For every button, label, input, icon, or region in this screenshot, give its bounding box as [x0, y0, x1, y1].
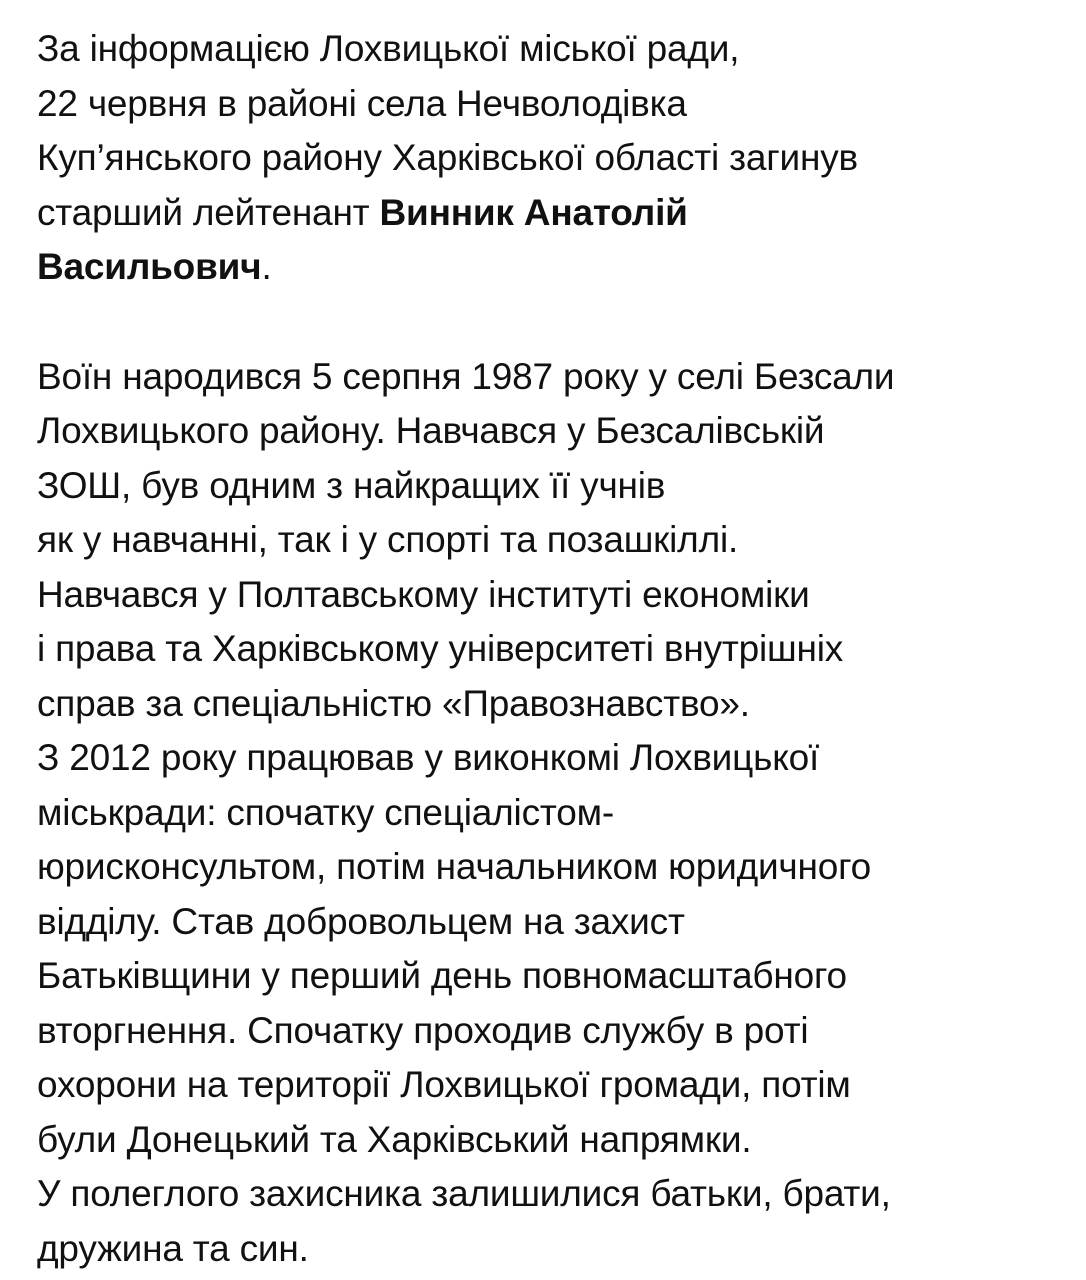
text-line: Куп’янського району Харківської області загинув: [37, 137, 859, 178]
text-line: охорони на території Лохвицької громади, потім: [37, 1064, 851, 1105]
text-line: [37, 186, 1086, 241]
text-line: і права та Харківському університеті внутрішніх: [37, 628, 844, 669]
text-line: З 2012 року працював у виконкомі Лохвицької: [37, 737, 820, 778]
text-line: міськради: спочатку спеціалістом-: [37, 791, 614, 833]
text-line: ЗОШ, був одним з найкращих її учнів: [37, 464, 666, 506]
rank-text: старший лейтенант: [37, 191, 380, 233]
soldier-name-patronymic: Васильович: [37, 246, 262, 287]
text-line: [37, 240, 1086, 295]
period: .: [261, 246, 272, 287]
obituary-text: [37, 22, 1086, 1276]
text-line: За інформацією Лохвицької міської ради,: [37, 28, 740, 69]
text-line: відділу. Став добровольцем на захист: [37, 900, 685, 942]
text-line: Навчався у Полтавському інституті економіки: [37, 573, 810, 615]
text-line: Лохвицького району. Навчався у Безсалівській: [37, 410, 825, 451]
text-line: 22 червня в районі села Нечволодівка: [37, 82, 687, 124]
paragraph-gap: [37, 295, 1086, 350]
paragraph-biography: [37, 350, 1086, 1277]
text-line: юрисконсультом, потім начальником юридичного: [37, 846, 871, 887]
paragraph-intro: [37, 22, 1086, 295]
text-line: справ за спеціальністю «Правознавство».: [37, 682, 750, 724]
text-line: Воїн народився 5 серпня 1987 року у селі Безсали: [37, 355, 895, 397]
text-line: як у навчанні, так і у спорті та позашкіллі.: [37, 519, 739, 560]
text-line: дружина та син.: [37, 1227, 309, 1269]
soldier-name-first: Винник Анатолій: [379, 191, 688, 233]
text-line: Батьківщини у перший день повномасштабного: [37, 955, 847, 996]
text-line: вторгнення. Спочатку проходив службу в роті: [37, 1009, 809, 1051]
text-line: У полеглого захисника залишилися батьки, брати,: [37, 1173, 891, 1214]
text-line: були Донецький та Харківський напрямки.: [37, 1118, 752, 1160]
